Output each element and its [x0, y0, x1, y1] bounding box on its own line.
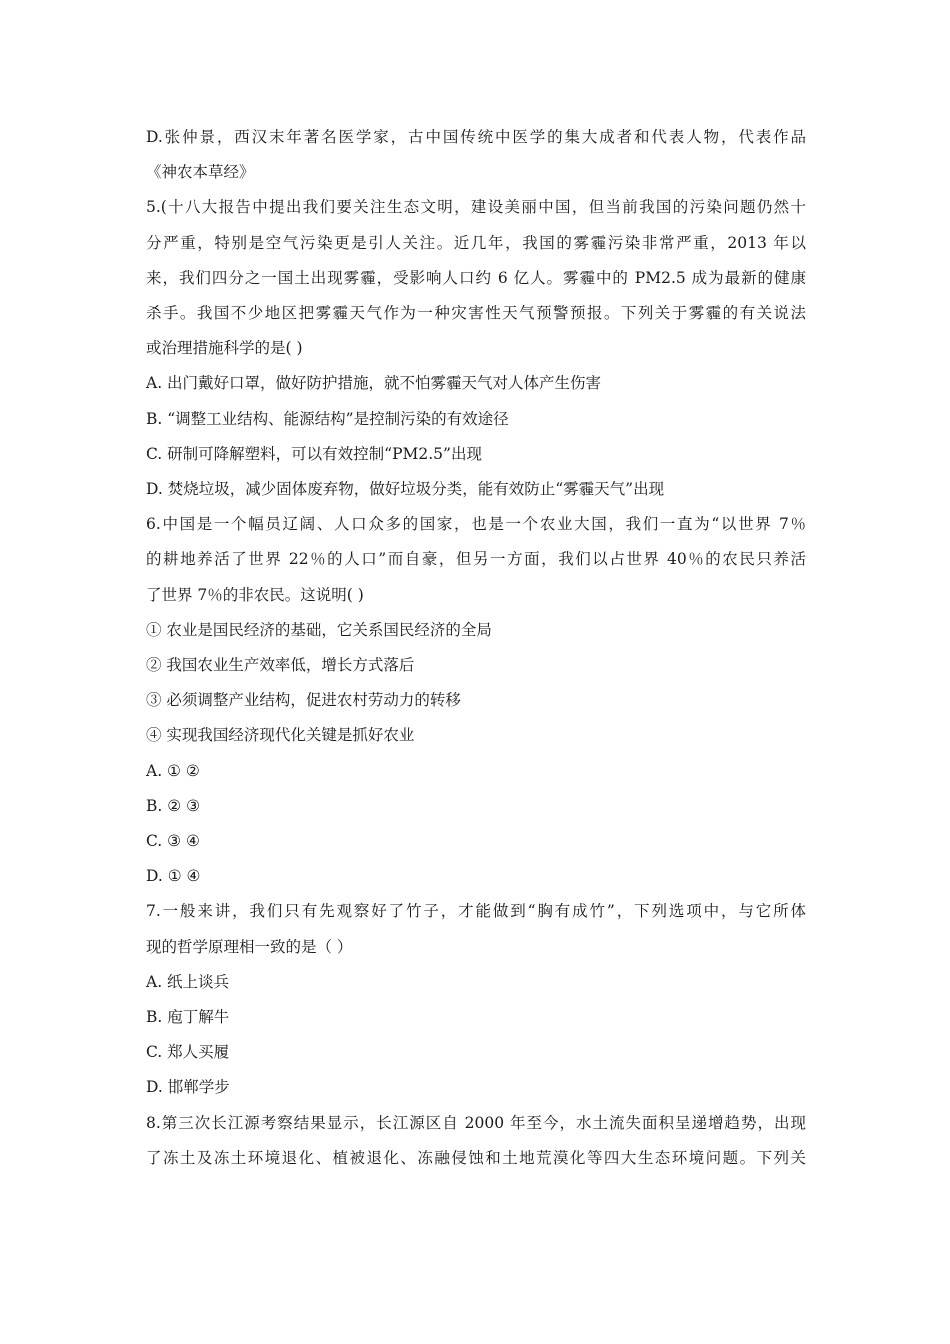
q5-stem-line: 或治理措施科学的是( ) — [146, 339, 303, 358]
q5-option-c: C. 研制可降解塑料，可以有效控制“PM2.5”出现 — [146, 444, 482, 463]
q6-stem-line: 的耕地养活了世界 22％的人口”而自豪，但另一方面，我们以占世界 40％的农民只养活 — [146, 550, 806, 569]
q6-option-c: C. ③ ④ — [146, 832, 200, 851]
q7-option-a: A. 纸上谈兵 — [146, 972, 230, 991]
q5-stem-line: 5.(十八大报告中提出我们要关注生态文明，建设美丽中国，但当前我国的污染问题仍然十 — [146, 198, 806, 217]
q7-option-c: C. 郑人买履 — [146, 1043, 230, 1062]
q6-statement-3: ③ 必须调整产业结构，促进农村劳动力的转移 — [146, 691, 461, 710]
q5-stem-line: 分严重，特别是空气污染更是引人关注。近几年，我国的雾霾污染非常严重，2013 年以 — [146, 233, 806, 252]
q6-stem-line: 了世界 7％的非农民。这说明( ) — [146, 585, 364, 604]
q6-statement-4: ④ 实现我国经济现代化关键是抓好农业 — [146, 726, 415, 745]
q4-option-d-line2: 《神农本草经》 — [146, 163, 255, 182]
q6-statement-1: ① 农业是国民经济的基础，它关系国民经济的全局 — [146, 620, 492, 639]
q8-stem-line: 8.第三次长江源考察结果显示，长江源区自 2000 年至今，水土流失面积呈递增趋势，出现 — [146, 1113, 806, 1132]
q7-stem-line: 7.一般来讲，我们只有先观察好了竹子，才能做到“胸有成竹”，下列选项中，与它所体 — [146, 902, 806, 921]
q5-option-a: A. 出门戴好口罩，做好防护措施，就不怕雾霾天气对人体产生伤害 — [146, 374, 602, 393]
q4-option-d-line1: D.张仲景，西汉末年著名医学家，古中国传统中医学的集大成者和代表人物，代表作品 — [146, 128, 806, 146]
question-6 — [146, 507, 806, 894]
q5-stem-line: 杀手。我国不少地区把雾霾天气作为一种灾害性天气预警预报。下列关于雾霾的有关说法 — [146, 304, 806, 323]
question-8 — [146, 1106, 806, 1176]
q7-option-b: B. 庖丁解牛 — [146, 1008, 230, 1027]
q7-option-d: D. 邯郸学步 — [146, 1078, 230, 1097]
q5-stem-line: 来，我们四分之一国土出现雾霾，受影响人口约 6 亿人。雾霾中的 PM2.5 成为最新的健康 — [146, 268, 806, 287]
q5-option-b: B. “调整工业结构、能源结构”是控制污染的有效途径 — [146, 409, 509, 428]
question-7 — [146, 894, 806, 1105]
q6-statement-2: ② 我国农业生产效率低，增长方式落后 — [146, 656, 415, 675]
q5-option-d: D. 焚烧垃圾，减少固体废弃物，做好垃圾分类，能有效防止“雾霾天气”出现 — [146, 480, 665, 499]
document-body — [146, 120, 806, 1176]
question-5 — [146, 190, 806, 507]
q6-option-b: B. ② ③ — [146, 796, 200, 815]
q6-option-d: D. ① ④ — [146, 867, 201, 886]
q7-stem-line: 现的哲学原理相一致的是（ ） — [146, 937, 353, 956]
question-4-tail — [146, 120, 806, 190]
q8-stem-line: 了冻土及冻土环境退化、植被退化、冻融侵蚀和土地荒漠化等四大生态环境问题。下列关 — [146, 1148, 806, 1167]
q6-option-a: A. ① ② — [146, 761, 200, 780]
q6-stem-line: 6.中国是一个幅员辽阔、人口众多的国家，也是一个农业大国，我们一直为“以世界 7％ — [146, 515, 806, 534]
